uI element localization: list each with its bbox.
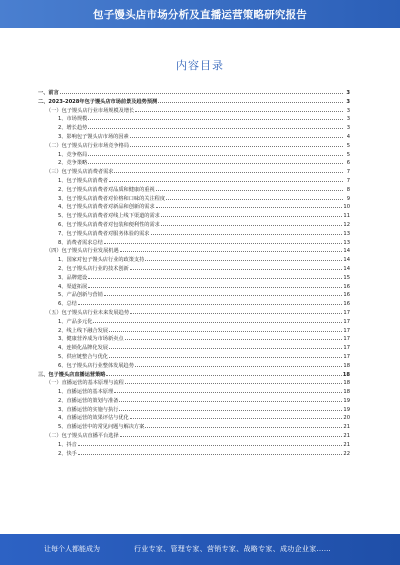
toc-entry[interactable] xyxy=(38,114,350,123)
toc-entry[interactable] xyxy=(38,106,350,115)
toc-entry-page: 3 xyxy=(346,125,350,132)
toc-entry-label: 三、包子馒头店直播运营策略 xyxy=(38,371,106,378)
toc-entry-page: 18 xyxy=(342,371,350,378)
page-footer xyxy=(0,534,400,565)
toc-entry[interactable] xyxy=(38,326,350,335)
toc-entry-label: （二）包子馒头店行业市场竞争格局 xyxy=(46,142,130,149)
toc-entry[interactable] xyxy=(38,273,350,282)
toc-entry-page: 3 xyxy=(346,90,350,96)
toc-entry-page: 17 xyxy=(343,345,350,352)
toc-entry-page: 17 xyxy=(343,309,350,316)
toc-leader-dots xyxy=(78,440,343,446)
toc-entry-page: 12 xyxy=(343,221,350,228)
toc-entry-label: 二、2023-2028年包子馒头店市场前景及趋势预测 xyxy=(38,98,158,105)
toc-entry-page: 21 xyxy=(343,441,350,448)
toc-entry-page: 16 xyxy=(343,301,350,308)
toc-leader-dots xyxy=(78,299,343,305)
toc-leader-dots xyxy=(151,229,343,235)
toc-entry-label: 6、包子馒头店消费者对包装和便利性的需求 xyxy=(58,221,160,228)
toc-entry-page: 17 xyxy=(343,318,350,325)
toc-entry-label: 4、直播运营的效果评估与优化 xyxy=(58,415,129,422)
toc-entry-page: 9 xyxy=(346,195,350,202)
toc-entry[interactable] xyxy=(38,141,350,150)
toc-entry-label: 3、影响包子馒头店市场的因素 xyxy=(58,133,129,140)
toc-entry-page: 19 xyxy=(343,406,350,413)
toc-entry-page: 11 xyxy=(343,213,350,220)
toc-entry-page: 18 xyxy=(343,389,350,396)
toc-leader-dots xyxy=(109,352,342,358)
toc-entry[interactable] xyxy=(38,229,350,238)
toc-entry-label: 1、抖音 xyxy=(58,441,77,448)
toc-entry[interactable] xyxy=(38,158,350,167)
toc-entry-label: 2、线上线下融合发展 xyxy=(58,327,108,334)
toc-leader-dots xyxy=(78,449,343,455)
toc-leader-dots xyxy=(88,123,343,129)
toc-entry-page: 16 xyxy=(343,283,350,290)
toc-entry-label: 一、前言 xyxy=(38,90,59,96)
toc-entry-page: 18 xyxy=(343,362,350,369)
toc-entry-label: 5、直播运营中的常见问题与解决方案 xyxy=(58,424,145,431)
toc-entry-page: 14 xyxy=(343,265,350,272)
toc-entry-label: 3、品牌建设 xyxy=(58,274,88,281)
toc-entry[interactable] xyxy=(38,185,350,194)
toc-entry-page: 14 xyxy=(343,257,350,264)
toc-entry-label: 1、竞争格局 xyxy=(58,151,88,158)
toc-entry-page: 10 xyxy=(343,204,350,211)
toc-leader-dots xyxy=(60,88,343,94)
toc-entry[interactable] xyxy=(38,220,350,229)
toc-entry-page: 3 xyxy=(346,107,350,114)
toc-leader-dots xyxy=(88,114,343,120)
toc-entry[interactable] xyxy=(38,255,350,264)
toc-heading: 内容目录 xyxy=(176,59,224,72)
toc-entry-label: （二）包子馒头店直播平台选择 xyxy=(46,433,119,440)
toc-leader-dots xyxy=(109,326,342,332)
toc-entry[interactable] xyxy=(38,238,350,247)
toc-entry[interactable] xyxy=(38,334,350,343)
footer-slogan-right: 行业专家、管理专家、营销专家、战略专家、成功企业家…… xyxy=(134,545,332,553)
toc-leader-dots xyxy=(125,334,343,340)
toc-leader-dots xyxy=(109,343,342,349)
toc-entry[interactable] xyxy=(38,246,350,255)
toc-leader-dots xyxy=(88,150,343,156)
toc-entry-label: （一）包子馒头店行业市场规模及增长 xyxy=(46,107,135,114)
toc-entry-page: 5 xyxy=(346,142,350,149)
toc-entry[interactable] xyxy=(38,88,350,97)
toc-leader-dots xyxy=(104,238,343,244)
toc-leader-dots xyxy=(145,255,342,261)
toc-entry[interactable] xyxy=(38,440,350,449)
toc-entry-page: 8 xyxy=(346,186,350,193)
toc-entry-label: 1、产品多元化 xyxy=(58,318,93,325)
toc-leader-dots xyxy=(135,361,342,367)
toc-leader-dots xyxy=(119,396,342,402)
toc-entry[interactable] xyxy=(38,422,350,431)
toc-entry-page: 6 xyxy=(346,160,350,167)
toc-entry-page: 5 xyxy=(346,151,350,158)
toc-leader-dots xyxy=(106,370,341,376)
footer-slogan-left: 让每个人都能成为 xyxy=(44,545,100,553)
toc-entry-label: 2、直播运营的策划与准备 xyxy=(58,397,119,404)
toc-entry-label: 8、消费者需求总结 xyxy=(58,239,103,246)
toc-entry[interactable] xyxy=(38,150,350,159)
toc-leader-dots xyxy=(145,422,342,428)
toc-leader-dots xyxy=(135,106,343,112)
toc-leader-dots xyxy=(130,308,342,314)
toc-entry[interactable] xyxy=(38,396,350,405)
toc-entry-page: 13 xyxy=(343,230,350,237)
toc-entry-label: 7、包子馒头店消费者对服务体验的需求 xyxy=(58,230,150,237)
toc-entry-label: （一）直播运营的基本原理与流程 xyxy=(46,380,124,387)
toc-entry-page: 20 xyxy=(343,415,350,422)
toc-entry[interactable] xyxy=(38,202,350,211)
report-title: 包子馒头店市场分析及直播运营策略研究报告 xyxy=(93,9,307,21)
toc-entry[interactable] xyxy=(38,176,350,185)
toc-entry[interactable] xyxy=(38,352,350,361)
toc-entry-label: 6、包子馒头店行业整体发展趋势 xyxy=(58,362,134,369)
toc-entry-label: 2、竞争策略 xyxy=(58,160,88,167)
toc-entry-label: 2、快手 xyxy=(58,450,77,457)
toc-entry-page: 17 xyxy=(343,353,350,360)
toc-entry-page: 22 xyxy=(343,450,350,457)
toc-entry-label: （三）包子馒头店消费者需求 xyxy=(46,169,114,176)
toc-leader-dots xyxy=(120,246,343,252)
toc-entry-label: 5、包子馒头店消费者对线上线下渠道的需求 xyxy=(58,213,160,220)
toc-entry-page: 7 xyxy=(346,169,350,176)
toc-leader-dots xyxy=(156,185,343,191)
toc-entry-page: 17 xyxy=(343,327,350,334)
toc-entry-page: 15 xyxy=(343,274,350,281)
toc-entry-label: 2、包子馒头店行业的技术创新 xyxy=(58,265,129,272)
toc-entry[interactable] xyxy=(38,317,350,326)
toc-leader-dots xyxy=(130,264,343,270)
toc-entry-label: 1、市场规模 xyxy=(58,116,88,123)
toc-leader-dots xyxy=(161,220,343,226)
toc-leader-dots xyxy=(166,194,343,200)
toc-entry-page: 14 xyxy=(343,248,350,255)
toc-entry[interactable] xyxy=(38,97,350,106)
toc-leader-dots xyxy=(161,211,343,217)
toc-leader-dots xyxy=(156,202,343,208)
toc-leader-dots xyxy=(130,413,343,419)
toc-entry-page: 7 xyxy=(346,177,350,184)
toc-entry[interactable] xyxy=(38,413,350,422)
page-header xyxy=(0,0,400,28)
toc-entry[interactable] xyxy=(38,387,350,396)
toc-leader-dots xyxy=(130,132,343,138)
toc-leader-dots xyxy=(125,378,343,384)
toc-entry-label: 5、产品创新与营销 xyxy=(58,292,103,299)
toc-entry[interactable] xyxy=(38,299,350,308)
toc-entry[interactable] xyxy=(38,361,350,370)
toc-entry[interactable] xyxy=(38,211,350,220)
toc-entry-page: 19 xyxy=(343,397,350,404)
toc-leader-dots xyxy=(119,405,342,411)
toc-entry-page: 21 xyxy=(343,433,350,440)
toc-leader-dots xyxy=(158,97,343,103)
toc-leader-dots xyxy=(109,176,343,182)
toc-entry[interactable] xyxy=(38,123,350,132)
toc-entry-label: 4、包子馒头店消费者对新品和创新的需求 xyxy=(58,204,155,211)
toc-entry[interactable] xyxy=(38,264,350,273)
toc-leader-dots xyxy=(114,387,342,393)
toc-entry-label: 1、国家对包子馒头店行业的政策支持 xyxy=(58,257,145,264)
toc-entry[interactable] xyxy=(38,194,350,203)
toc-entry[interactable] xyxy=(38,308,350,317)
toc-entry-page: 3 xyxy=(346,116,350,123)
toc-entry-label: 1、包子馒头店消费者 xyxy=(58,177,108,184)
toc-entry-label: 4、渠道拓展 xyxy=(58,283,88,290)
toc-entry[interactable] xyxy=(38,132,350,141)
toc-entry-page: 17 xyxy=(343,336,350,343)
toc-entry[interactable] xyxy=(38,370,350,379)
toc-entry-label: 1、直播运营的基本原理 xyxy=(58,389,114,396)
toc-entry[interactable] xyxy=(38,282,350,291)
toc-entry[interactable] xyxy=(38,343,350,352)
toc-entry-page: 18 xyxy=(343,380,350,387)
toc-entry-label: 5、供应链整合与优化 xyxy=(58,353,108,360)
toc-entry-label: 2、增长趋势 xyxy=(58,125,88,132)
toc-entry-page: 16 xyxy=(343,292,350,299)
toc-leader-dots xyxy=(104,290,343,296)
toc-entry-label: （四）包子馒头店行业发展机遇 xyxy=(46,248,119,255)
toc-entry-label: 4、连锁化品牌化发展 xyxy=(58,345,108,352)
toc-entry-label: 6、总结 xyxy=(58,301,77,308)
toc-leader-dots xyxy=(93,317,342,323)
toc-leader-dots xyxy=(114,167,343,173)
toc-entry[interactable] xyxy=(38,449,350,458)
toc-leader-dots xyxy=(120,431,343,437)
toc-entry-label: 2、包子馒头店消费者对品质和健康的重视 xyxy=(58,186,155,193)
toc-entry[interactable] xyxy=(38,167,350,176)
toc-leader-dots xyxy=(130,141,343,147)
toc-leader-dots xyxy=(88,282,342,288)
toc-entry-page: 13 xyxy=(343,239,350,246)
toc-entry-label: （五）包子馒头店行业未来发展趋势 xyxy=(46,309,130,316)
toc-entry[interactable] xyxy=(38,290,350,299)
toc-entry-page: 4 xyxy=(346,133,350,140)
toc-entry-label: 3、健康营养成为市场新卖点 xyxy=(58,336,124,343)
toc-entry[interactable] xyxy=(38,405,350,414)
toc-entry-label: 3、包子馒头店消费者对价格和口味的关注程度 xyxy=(58,195,166,202)
toc-entry[interactable] xyxy=(38,378,350,387)
toc-leader-dots xyxy=(88,158,343,164)
toc-entry-page: 3 xyxy=(346,98,350,105)
toc-entry-page: 21 xyxy=(343,424,350,431)
table-of-contents xyxy=(38,88,350,457)
toc-entry[interactable] xyxy=(38,431,350,440)
toc-leader-dots xyxy=(88,273,342,279)
toc-entry-label: 3、直播运营的实施与执行 xyxy=(58,406,119,413)
